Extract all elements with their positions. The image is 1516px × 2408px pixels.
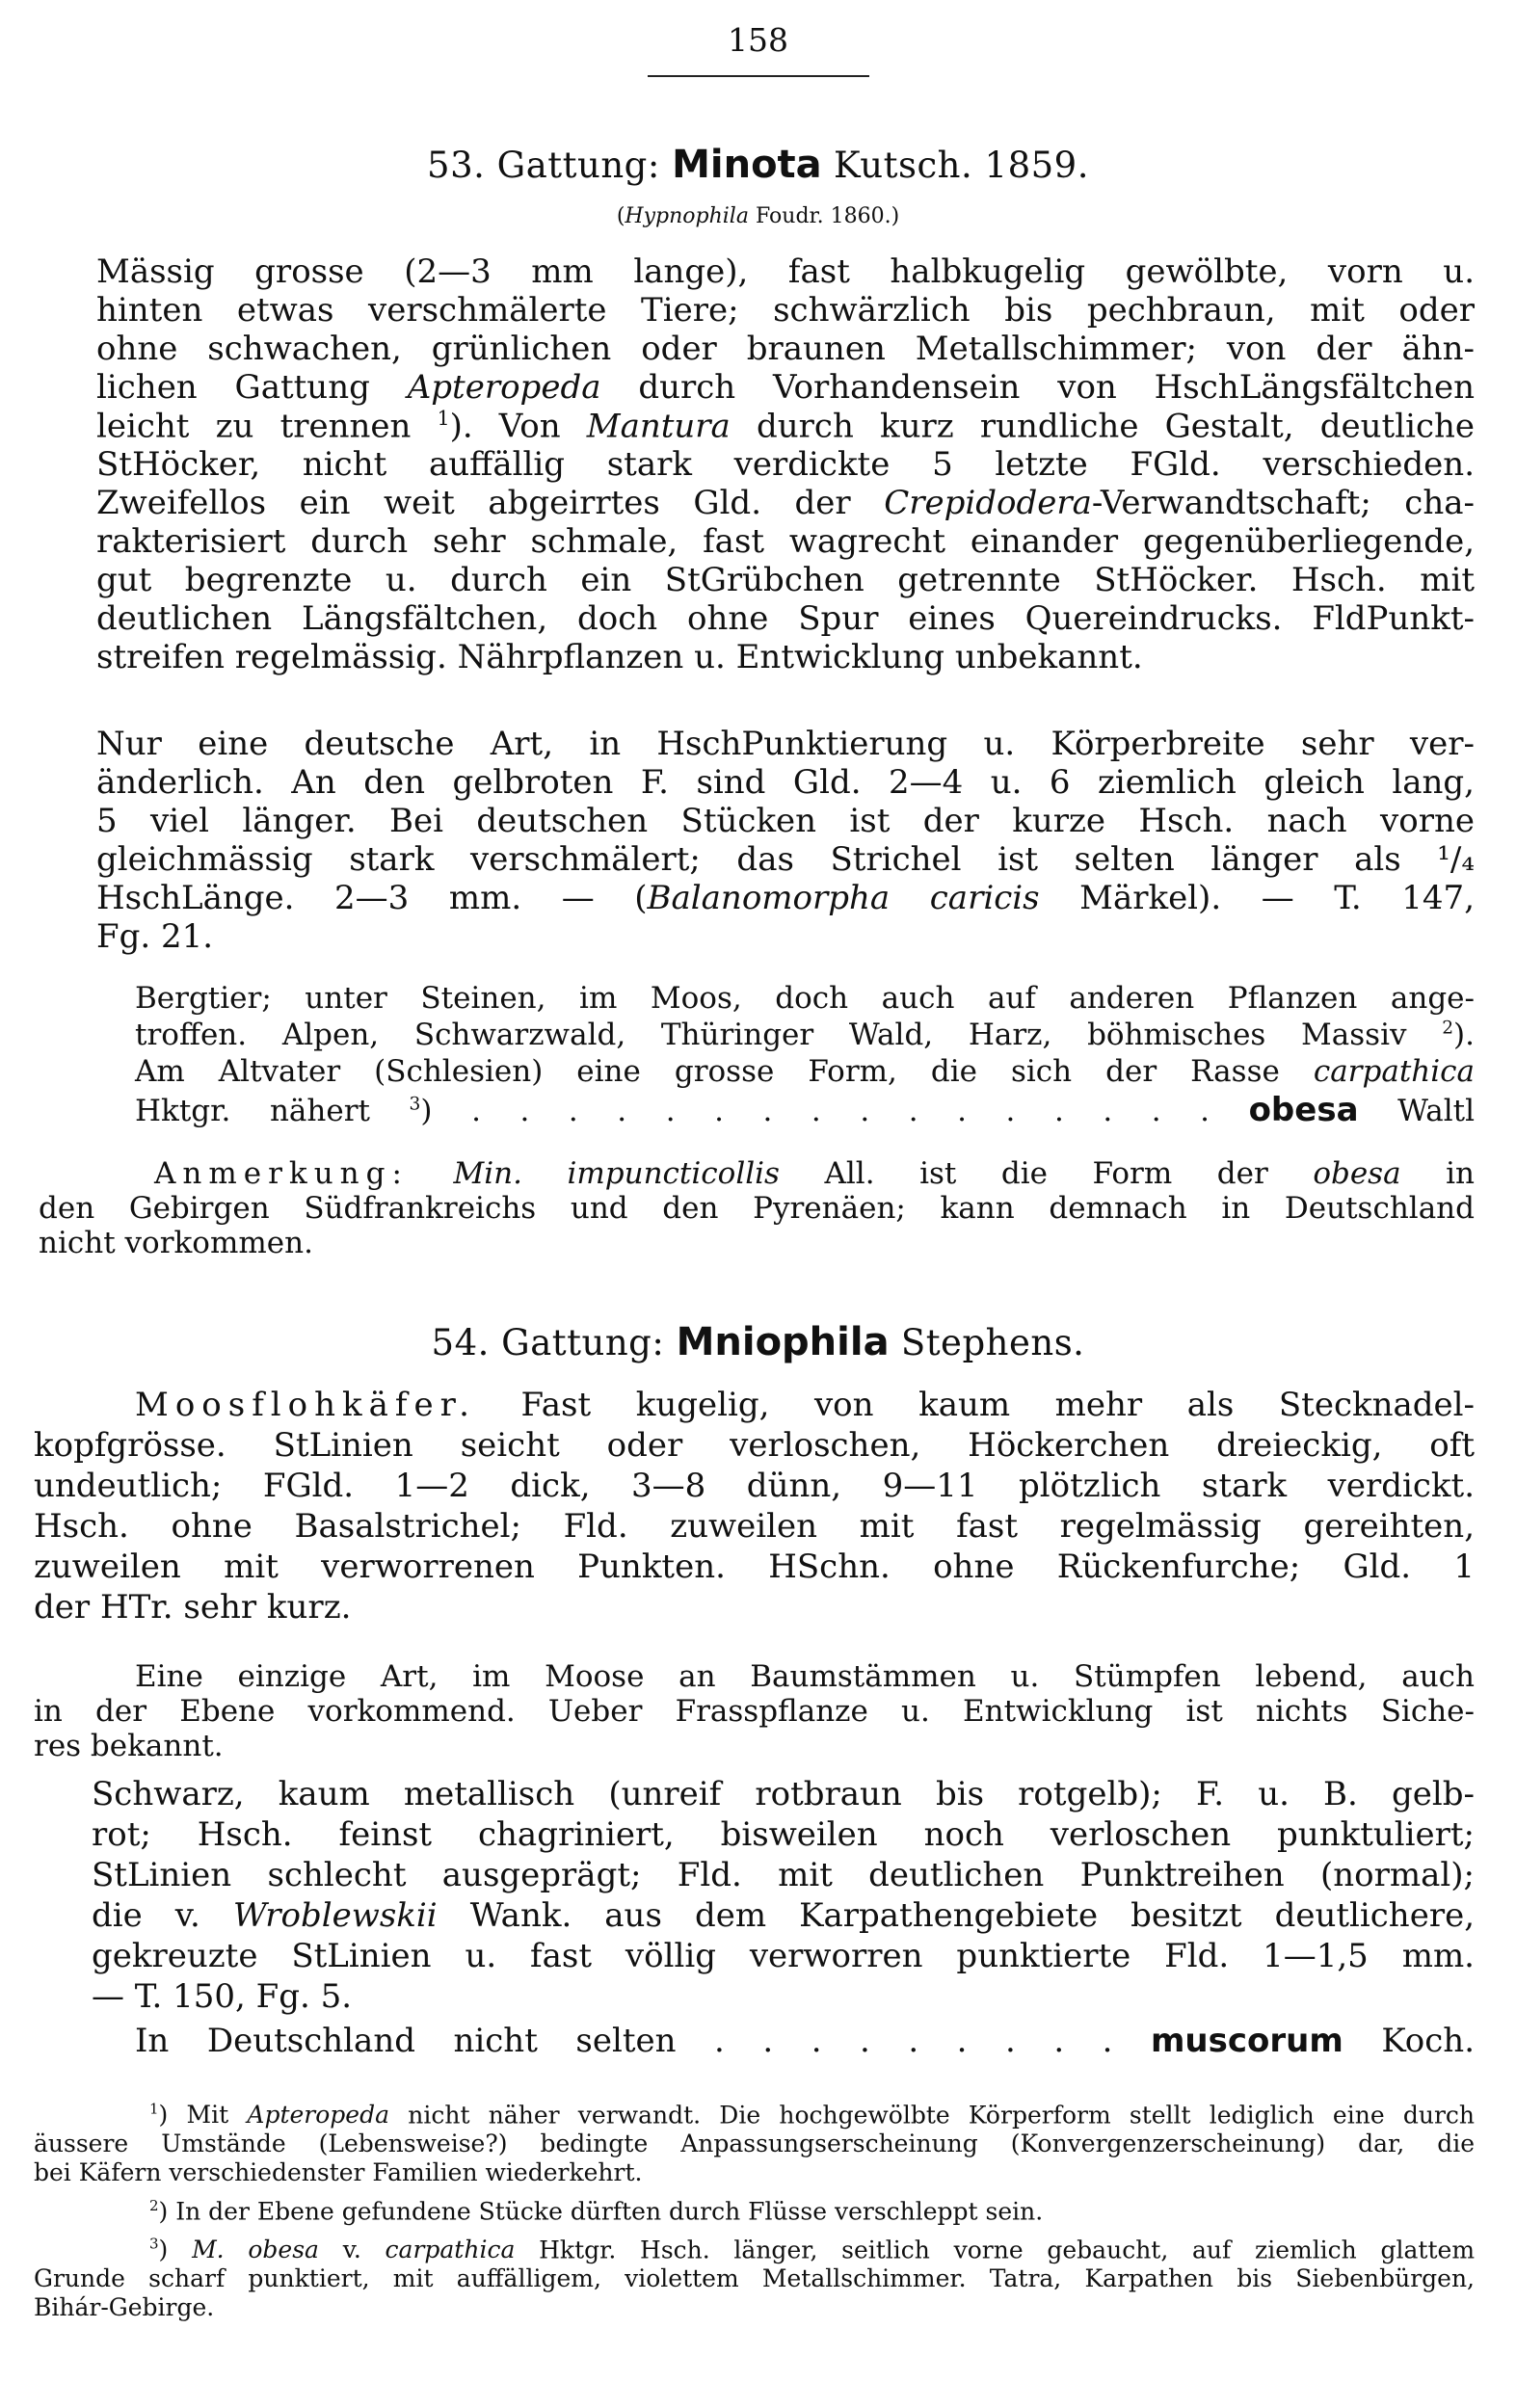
- footnote-ref: 2: [1442, 1018, 1454, 1039]
- description-line: der HTr. sehr kurz.: [34, 1588, 352, 1627]
- species-line: Schwarz, kaum metallisch (unreif rotbraun bis rotgelb); F. u. B. gelb-: [92, 1775, 1475, 1813]
- species-line: — T. 150, Fg. 5.: [92, 1977, 353, 2016]
- footnote-ref: 3: [409, 1094, 421, 1115]
- footnotes: [34, 2101, 1475, 2390]
- habitat-line: Bergtier; unter Steinen, im Moos, doch auch auf anderen Pflanzen ange-: [135, 981, 1475, 1016]
- genus-54-species: [92, 1775, 1475, 2093]
- footnote-1-line: äussere Umstände (Lebensweise?) bedingte Anpassungserscheinung (Konvergenzerscheinung) dar, die: [34, 2130, 1475, 2157]
- biology-line: res bekannt.: [34, 1729, 224, 1763]
- footnote-1-line: bei Käfern verschiedenster Familien wiederkehrt.: [34, 2158, 643, 2186]
- habitat-line: Am Altvater (Schlesien) eine grosse Form, die sich der Rasse carpathica: [135, 1054, 1475, 1089]
- genus-ref: Mantura: [586, 407, 731, 446]
- page-number: 158: [728, 21, 788, 59]
- dot-leader: . . . . . . . . .: [714, 2022, 1113, 2060]
- footnote-3-line: Grunde scharf punktiert, mit auffälligem, violettem Metallschimmer. Tatra, Karpathen bis Siebenbürgen,: [34, 2264, 1475, 2292]
- genus-53-description: [96, 252, 1475, 734]
- species-line: änderlich. An den gelbroten F. sind Gld. 2—4 u. 6 ziemlich gleich lang,: [96, 763, 1475, 802]
- genus-54-heading: [0, 1320, 1516, 1364]
- genus-53-heading: [0, 143, 1516, 187]
- habitat-line: troffen. Alpen, Schwarzwald, Thüringer Wald, Harz, böhmisches Massiv $^2$).: [135, 1018, 1475, 1052]
- genus-53-habitat: [135, 981, 1475, 1154]
- fraction: ¹/₄: [1437, 840, 1475, 879]
- synonym-author: Foudr. 1860.): [755, 204, 900, 228]
- common-name: Moosflohkäfer.: [135, 1386, 476, 1424]
- description-line: undeutlich; FGld. 1—2 dick, 3—8 dünn, 9—11 plötzlich stark verdickt.: [34, 1467, 1475, 1505]
- genus-ref: Crepidodera: [884, 484, 1092, 522]
- header-rule: [648, 75, 869, 77]
- description-line: rakterisiert durch sehr schmale, fast wagrecht einander gegenüberliegende,: [96, 522, 1475, 561]
- biology-line: in der Ebene vorkommend. Ueber Frasspflanze u. Entwicklung ist nichts Siche-: [34, 1694, 1475, 1729]
- genus-54-number: 54.: [431, 1322, 490, 1363]
- description-line: lichen Gattung Apteropeda durch Vorhandensein von HschLängsfältchen: [96, 368, 1476, 407]
- species-line: Fg. 21.: [96, 917, 214, 956]
- species-line: HschLänge. 2—3 mm. — (Balanomorpha caricis Märkel). — T. 147,: [96, 879, 1475, 917]
- description-line: Hsch. ohne Basalstrichel; Fld. zuweilen mit fast regelmässig gereihten,: [34, 1507, 1475, 1546]
- description-line: streifen regelmässig. Nährpflanzen u. Entwicklung unbekannt.: [96, 638, 1143, 676]
- remark-line: Anmerkung: Min. impuncticollis All. ist die Form der obesa in: [154, 1156, 1475, 1191]
- species-line: rot; Hsch. feinst chagriniert, bisweilen noch verloschen punktuliert;: [92, 1815, 1475, 1854]
- description-line: zuweilen mit verworrenen Punkten. HSchn. ohne Rückenfurche; Gld. 1: [34, 1548, 1475, 1586]
- species-author: Waltl: [1397, 1094, 1476, 1128]
- genus-54-biology: [34, 1659, 1475, 1775]
- biology-line: Eine einzige Art, im Moose an Baumstämmen u. Stümpfen lebend, auch: [135, 1659, 1475, 1694]
- species-name-obesa: obesa: [1248, 1091, 1359, 1129]
- dot-leader: . . . . . . . . . . . . . . . .: [471, 1094, 1210, 1128]
- genus-54-name: Mniophila: [676, 1320, 890, 1364]
- remark-line: nicht vorkommen.: [39, 1226, 313, 1260]
- species-line: gekreuzte StLinien u. fast völlig verworren punktierte Fld. 1—1,5 mm.: [92, 1937, 1475, 1975]
- race-ref: carpathica: [1313, 1054, 1475, 1089]
- description-line: leicht zu trennen $^1$). Von Mantura durch kurz rundliche Gestalt, deutliche: [96, 407, 1476, 446]
- footnote-3-line: Bihár-Gebirge.: [34, 2293, 215, 2321]
- footnote-2: $^2$) In der Ebene gefundene Stücke dürften durch Flüsse verschleppt sein.: [149, 2197, 1044, 2226]
- genus-53-name: Minota: [672, 143, 822, 187]
- remark-line: den Gebirgen Südfrankreichs und den Pyrenäen; kann demnach in Deutschland: [39, 1191, 1475, 1226]
- genus-53-remark: [39, 1156, 1475, 1272]
- species-line: Nur eine deutsche Art, in HschPunktierung u. Körperbreite sehr ver-: [96, 725, 1475, 763]
- description-line: deutlichen Längsfältchen, doch ohne Spur eines Quereindrucks. FldPunkt-: [96, 599, 1475, 638]
- variety-ref: Wroblewskii: [232, 1896, 438, 1935]
- genus-53-author: Kutsch. 1859.: [833, 145, 1089, 186]
- remark-label: Anmerkung:: [154, 1156, 409, 1191]
- genus-54-description: [34, 1386, 1475, 1655]
- description-line: StHöcker, nicht auffällig stark verdickte 5 letzte FGld. verschieden.: [96, 445, 1475, 484]
- footnote-1: $^1$) Mit Apteropeda nicht näher verwandt. Die hochgewölbte Körperform stellt lediglich eine durch: [149, 2101, 1475, 2130]
- genus-53-number: 53.: [427, 145, 486, 186]
- description-line: gut begrenzte u. durch ein StGrübchen getrennte StHöcker. Hsch. mit: [96, 561, 1475, 599]
- description-line: Moosflohkäfer. Fast kugelig, von kaum mehr als Stecknadel-: [135, 1386, 1476, 1424]
- description-line: ohne schwachen, grünlichen oder braunen Metallschimmer; von der ähn-: [96, 330, 1475, 368]
- species-line: StLinien schlecht ausgeprägt; Fld. mit deutlichen Punktreihen (normal);: [92, 1856, 1475, 1894]
- genus-ref: Apteropeda: [407, 368, 601, 407]
- species-line: gleichmässig stark verschmälert; das Strichel ist selten länger als ¹/₄: [96, 840, 1475, 879]
- footnote-3: $^3$) M. obesa v. carpathica Hktgr. Hsch. länger, seitlich vorne gebaucht, auf ziemlich glattem: [149, 2236, 1476, 2264]
- genus-53-species: [96, 725, 1475, 975]
- genus-53-synonym: (Hypnophila Foudr. 1860.): [616, 204, 900, 228]
- genus-53-word: Gattung:: [496, 145, 660, 186]
- species-line: die v. Wroblewskii Wank. aus dem Karpathengebiete besitzt deutlichere,: [92, 1896, 1476, 1935]
- description-line: kopfgrösse. StLinien seicht oder verloschen, Höckerchen dreieckig, oft: [34, 1426, 1475, 1465]
- description-line: Mässig grosse (2—3 mm lange), fast halbkugelig gewölbte, vorn u.: [96, 252, 1475, 291]
- synonym-ref: Balanomorpha caricis: [647, 879, 1040, 917]
- habitat-line: Hktgr. nähert $^3$) . . . . . . . . . . . . . . . . obesa Waltl: [135, 1091, 1476, 1129]
- genus-54-word: Gattung:: [501, 1322, 665, 1363]
- synonym-name: Hypnophila: [625, 204, 749, 228]
- genus-54-author: Stephens.: [900, 1322, 1085, 1363]
- species-name-muscorum: muscorum: [1150, 2022, 1343, 2060]
- description-line: hinten etwas verschmälerte Tiere; schwärzlich bis pechbraun, mit oder: [96, 291, 1475, 330]
- species-line: In Deutschland nicht selten . . . . . . . . . muscorum Koch.: [135, 2022, 1476, 2060]
- species-line: 5 viel länger. Bei deutschen Stücken ist der kurze Hsch. nach vorne: [96, 802, 1475, 840]
- description-line: Zweifellos ein weit abgeirrtes Gld. der Crepidodera-Verwandtschaft; cha-: [96, 484, 1475, 522]
- footnote-ref: 1: [437, 407, 450, 430]
- species-author: Koch.: [1381, 2022, 1476, 2060]
